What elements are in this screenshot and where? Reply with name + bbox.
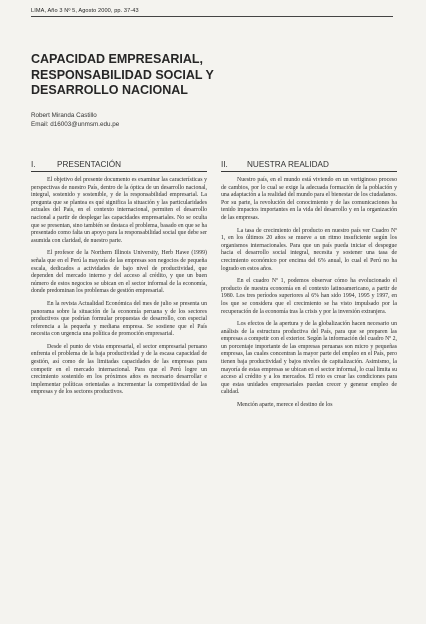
- paragraph: Nuestro país, en el mundo está viviendo en un vertiginoso proceso de cambios, por lo cual se exige la adecuada formación de la población y una adaptación a la realidad del mundo para el bienestar de los ciudadanos. Por su parte, la revolución del conocimiento y de las comunicaciones ha tenido impactos importantes en la vida del desarrollo y en la organización de las empresas.: [221, 177, 397, 221]
- title-line-2: RESPONSABILIDAD SOCIAL Y: [31, 67, 214, 82]
- article-title: [31, 52, 331, 99]
- section-number: II.: [221, 160, 228, 169]
- paragraph: El profesor de la Northern Illinois University, Herb Hawe (1999) señala que en el Perú la mayoría de las empresas son negocios de pequeña escala, dedicados a actividades de bajo nivel de productividad, que dependen del mercado interno y del acceso al crédito, y que un buen número de estos negocios se ubican en el sector informal de la economía, donde predominan los problemas de gestión empresarial.: [31, 250, 207, 295]
- journal-header: LIMA, Año 3 Nº 5, Agosto 2000, pp. 37-43: [31, 8, 393, 17]
- title-line-1: CAPACIDAD EMPRESARIAL,: [31, 52, 203, 66]
- paragraph: En la revista Actualidad Económica del mes de julio se presenta un panorama sobre la situación de la economía peruana y de los sectores productivos que podrían formular propuestas de desarrollo, con especial referencia a la pequeña y mediana empresa. Se sostiene que el País necesita con urgencia una política de promoción empresarial.: [31, 300, 207, 338]
- section-number: I.: [31, 160, 36, 169]
- author-name: Robert Miranda Castillo: [31, 112, 97, 119]
- section-title: NUESTRA REALIDAD: [247, 160, 329, 169]
- left-column: [31, 160, 207, 402]
- paragraph: Los efectos de la apertura y de la globalización hacen necesario un análisis de la estructura productiva del País, para que se preparen las empresas a competir con el exterior. Según la información del cuadro Nº 2, un porcentaje importante de las empresas peruanas son micro y pequeñas empresas, las cuales concentran la mayor parte del empleo en el País, pero tienen baja productividad y bajos niveles de capitalización. Asimismo, la mayoría de estas empresas se ubican en el sector informal, lo cual limita su acceso al crédito y a los mercados. El reto es crear las condiciones para que estas unidades empresariales puedan crecer y generar empleo de calidad.: [221, 321, 397, 396]
- paragraph: El objetivo del presente documento es examinar las características y perspectivas de nuestro País, dentro de la óptica de un desarrollo nacional, integral, sostenido y sostenible, y de la responsabilidad empresarial. La pregunta que se plantea es qué significa la situación y las particularidades actuales del País, en el contexto internacional, permiten el desarrollo nacional a partir de desplegar las capacidades empresariales. No se oculta que se presentan, sino también se destaca el problema, basado en que se ha presentado como falta un apoyo para la responsabilidad social que debe ser asumida con claridad, de nuestro parte.: [31, 177, 207, 244]
- right-column: [221, 160, 397, 415]
- title-line-3: DESARROLLO NACIONAL: [31, 83, 188, 97]
- paragraph: En el cuadro Nº 1, podemos observar cómo ha evolucionado el producto de nuestra economía en el contexto latinoamericano, a partir de 1980. Los tres períodos superiores al 6% han sido 1994, 1995 y 1997, en los que se considera que el crecimiento se ha visto impulsado por la recuperación de la economía tras la crisis y por la inversión extranjera.: [221, 278, 397, 315]
- section-heading-realidad: [221, 160, 397, 172]
- section-title: PRESENTACIÓN: [57, 160, 121, 169]
- paragraph: La tasa de crecimiento del producto en nuestro país ver Cuadro Nº 1, en los últimos 20 años se mueve a un ritmo insuficiente según los organismos internacionales. Para que un país pueda iniciar el despegue hacia el desarrollo social integral, necesita y sostener una tasa de crecimiento económico por encima del 6% anual, lo cual el Perú no ha logrado en estos años.: [221, 227, 397, 272]
- author-block: [31, 112, 119, 129]
- author-email: Email: d16003@unmsm.edu.pe: [31, 120, 120, 128]
- paragraph: Mención aparte, merece el destino de los: [237, 402, 333, 409]
- paragraph: Desde el punto de vista empresarial, el sector empresarial peruano enfrenta el problema de la baja productividad y de la escasa capacidad de gestión, así como de las limitadas capacidades de las empresas para competir en el mercado internacional. Para que el Perú logre un crecimiento sostenido en los próximos años es necesario desarrollar e implementar políticas orientadas a incrementar la competitividad de las empresas y de los sectores productivos.: [31, 343, 207, 396]
- section-heading-presentacion: [31, 160, 207, 172]
